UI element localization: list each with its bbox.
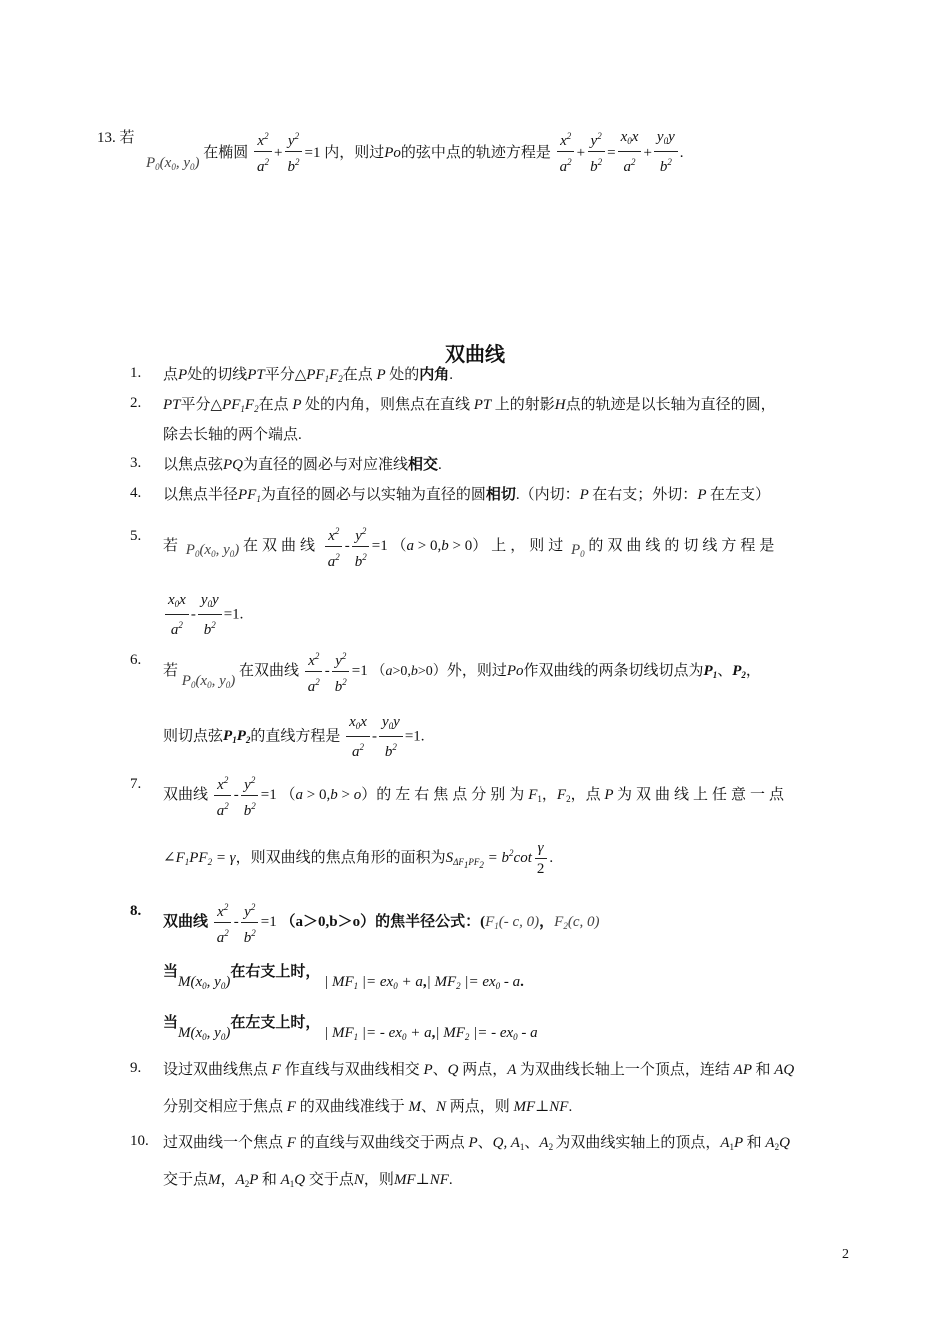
item-7-text-point: 点 <box>585 786 601 803</box>
item-6-line-1: 若 $P_0(x_0$, $y_0$) 在双曲线 $\frac{x^2}{a^2}$ - $\frac{y^2}{b^2}$ =1 （a>0,b>0）外，则过Po作双曲线的两条切线切点为$P_1$、$P_2$， <box>163 646 761 697</box>
item-1: 点P处的切线PT平分$\triangle PF_1F_2$在点 P 处的内角. <box>163 367 453 384</box>
item-6-text-outside: 外，则过 <box>446 662 507 679</box>
item-10-text-c: 为双曲线实轴上的顶点， <box>555 1135 721 1151</box>
item-2-text-d: 上的射影 <box>494 397 555 413</box>
item-7-text-area: ，则双曲线的焦点角形的面积为 <box>235 849 446 866</box>
item-2-text-c: 处的内角，则焦点在直线 <box>304 397 470 413</box>
item-13-number: 13. <box>97 130 116 146</box>
item-8-text-hyperbola: 双曲线 <box>163 913 209 930</box>
item-9-number: 9. <box>130 1060 142 1076</box>
item-13-text-trajectory: 的弦中点的轨迹方程是 <box>400 144 551 161</box>
item-8-when-right: 当 <box>163 964 179 980</box>
item-4-text-a: 以焦点半径 <box>163 487 239 503</box>
item-2-number: 2. <box>130 395 142 411</box>
item-5-text-if: 若 <box>163 537 183 554</box>
item-9-text-b: 作直线与双曲线相交 <box>284 1062 420 1078</box>
item-5-line-2: $\frac{x_0x}{a^2}$ - $\frac{y_0y}{b^2}$ =1. <box>163 590 243 640</box>
item-8-line-1: 双曲线 $\frac{x^2}{a^2}$ - $\frac{y^2}{b^2}$ =1 （a＞0,b＞o）的焦半径公式：($F_1(-$ c, 0)，$F_2(c$, 0) <box>163 897 600 948</box>
item-9-text-c: 两点， <box>462 1062 508 1078</box>
item-6-comma: ， <box>745 662 761 679</box>
item-1-p: P <box>178 367 188 383</box>
item-3-end: . <box>438 457 442 473</box>
item-13-text: 若 <box>119 130 135 146</box>
item-7-line-1: 双曲线 $\frac{x^2}{a^2}$ - $\frac{y^2}{b^2}$ =1 （a > 0,b > o）的左右焦点分别为$F_1$，$F_2$，点 P 为双曲线上任意一点 <box>163 770 855 821</box>
item-6-text-tangents: 作双曲线的两条切线切点为 <box>523 662 704 679</box>
item-9-text-e: 和 <box>755 1062 771 1078</box>
item-1-number: 1. <box>130 365 142 381</box>
item-7-number: 7. <box>130 776 142 792</box>
item-10-text-d: 和 <box>746 1135 762 1151</box>
item-8-left-text: 在左支上时， <box>230 1015 321 1031</box>
item-10-text-g: 交于点 <box>308 1172 354 1188</box>
item-13-formula: $P_0(x_0$, $y_0$) 在椭圆 $\frac{x^2}{a^2}$ + $\frac{y^2}{b^2}$ =1 内，则过Po的弦中点的轨迹方程是 $\frac{x^2}{a^2}$ + $\frac{y^2}{b^2}$ = $\frac{x_0x}{a^2}$ + $\frac{y_0y}{b^2}$ . <box>146 128 684 178</box>
item-8-right-text: 在右支上时， <box>230 964 321 980</box>
item-6-sep: 、 <box>717 662 733 679</box>
item-4-text-e: 在左支） <box>709 487 770 503</box>
item-6-text-if: 若 <box>163 662 179 679</box>
item-8-when-left: 当 <box>163 1015 179 1031</box>
item-4: 以焦点半径$PF_1$为直径的圆必与以实轴为直径的圆相切.（内切：P 在右支；外切：P 在左支） <box>163 487 770 504</box>
item-13-text-ellipse: 在椭圆 <box>203 144 249 161</box>
item-4-text-b: 为直径的圆必与以实轴为直径的圆 <box>260 487 486 503</box>
item-8-comma: ， <box>539 913 555 930</box>
item-2-line-2: 除去长轴的两个端点. <box>163 427 302 443</box>
item-5-number: 5. <box>130 528 142 544</box>
item-7-text-any: 为双曲线上任意一点 <box>617 786 789 803</box>
item-1-bold: 内角 <box>419 367 450 383</box>
section-title: 双曲线 <box>445 342 505 366</box>
item-6-text-equation: 的直线方程是 <box>250 728 341 745</box>
item-1-text-d: 在点 <box>342 367 373 383</box>
item-2-h: H <box>554 397 566 413</box>
item-5-cond-close: ）上，则过 <box>472 537 568 554</box>
item-2-text-b: 在点 <box>258 397 289 413</box>
item-4-text-d: 在右支；外切： <box>592 487 698 503</box>
item-4-number: 4. <box>130 485 142 501</box>
item-1-text-e: 处的 <box>389 367 420 383</box>
item-3-number: 3. <box>130 455 142 471</box>
item-10-text-h: ，则 <box>363 1172 394 1188</box>
item-7-text-foci: 的左右焦点分别为 <box>376 786 529 803</box>
item-6-number: 6. <box>130 652 142 668</box>
item-10-text-b: 的直线与双曲线交于两点 <box>299 1135 465 1151</box>
item-9-line-1: 设过双曲线焦点 F 作直线与双曲线相交 P、Q 两点，A 为双曲线长轴上一个顶点，连结 AP 和 AQ <box>163 1062 795 1078</box>
item-6-text-hyperbola: 在双曲线 <box>239 662 300 679</box>
item-10-text-f: 和 <box>261 1172 277 1188</box>
item-13 <box>97 128 135 148</box>
item-3-bold: 相交 <box>408 457 439 473</box>
item-10-text-a: 过双曲线一个焦点 <box>163 1135 284 1151</box>
item-9-text-d: 为双曲线长轴上一个顶点，连结 <box>519 1062 730 1078</box>
item-5-cond-open: （ <box>391 537 407 554</box>
item-4-text-c: .（内切： <box>515 487 580 503</box>
item-3-pq: PQ <box>223 457 244 473</box>
item-8-number: 8. <box>130 903 142 919</box>
item-1-text-a: 点 <box>163 367 179 383</box>
item-5-text-tangent: 的双曲线的切线方程是 <box>588 537 779 554</box>
item-7-text-hyperbola: 双曲线 <box>163 786 209 803</box>
item-10-line-2: 交于点M，$A_2P$ 和 $A_1Q$ 交于点N，则MF⊥NF. <box>163 1172 453 1189</box>
item-13-po: Po <box>384 144 401 161</box>
item-9-text-f: 分别交相应于焦点 <box>163 1099 284 1115</box>
item-5-line-1: 若 $P_0(x_0$, $y_0$) 在双曲线 $\frac{x^2}{a^2}$ - $\frac{y^2}{b^2}$ =1 （a > 0,b > 0）上，则过 $P_0$ 的双曲线的切线方程是 <box>163 521 855 572</box>
item-7-line-2: $\angle F_1PF_2 = \gamma$，则双曲线的焦点角形的面积为$S_{\Delta F_1PF_2} = b^2\cot$ $\frac{\gamma}{2}$ . <box>163 840 554 877</box>
item-1-text-b: 处的切线 <box>187 367 248 383</box>
item-2-line-1: PT平分$\triangle PF_1F_2$在点 P 处的内角，则焦点在直线 PT 上的射影H点的轨迹是以长轴为直径的圆， <box>163 397 776 414</box>
item-3-text-b: 为直径的圆必与对应准线 <box>243 457 409 473</box>
item-1-text-c: 平分△ <box>264 367 307 383</box>
item-9-text-h: 两点，则 <box>449 1099 510 1115</box>
item-6-text-chord: 则切点弦 <box>163 728 224 745</box>
item-2-text-a: 平分△ <box>180 397 223 413</box>
item-13-text-inside: 内，则过 <box>324 144 385 161</box>
item-8-text-formula: （a＞0,b＞o）的焦半径公式：( <box>280 913 486 930</box>
item-4-bold: 相切 <box>485 487 516 503</box>
item-8-left-branch: 当$M(x_0$, $y_0$)在左支上时， | $MF_1$ |= - $ex_0 + a,|$ $MF_2$ |= - $ex_0$ - a <box>163 1015 538 1042</box>
item-5-text-hyperbola: 在双曲线 <box>243 537 320 554</box>
item-6-po: Po <box>506 662 524 679</box>
item-2-text-e: 点的轨迹是以长轴为直径的圆， <box>565 397 776 413</box>
item-10-number: 10. <box>130 1133 149 1149</box>
item-1-end: . <box>449 367 453 383</box>
item-8-right-branch: 当$M(x_0$, $y_0$)在右支上时， | $MF_1$ |= $ex_0 + a,|$ $MF_2$ |= $ex_0$ - a. <box>163 964 524 991</box>
item-3-text-a: 以焦点弦 <box>163 457 224 473</box>
item-10-text-e: 交于点 <box>163 1172 209 1188</box>
item-6-line-2: 则切点弦$P_1P_2$的直线方程是 $\frac{x_0x}{a^2}$ - $\frac{y_0y}{b^2}$ =1. <box>163 714 425 760</box>
item-1-pt: PT <box>247 367 265 383</box>
item-10-line-1: 过双曲线一个焦点 F 的直线与双曲线交于两点 P、Q, $A_1$、$A_2$ 为双曲线实轴上的顶点，$A_1P$ 和 $A_2Q$ <box>163 1135 790 1152</box>
item-9-line-2: 分别交相应于焦点 F 的双曲线准线于 M、N 两点，则 MF⊥NF. <box>163 1099 573 1115</box>
item-9-text-a: 设过双曲线焦点 <box>163 1062 269 1078</box>
page-number: 2 <box>842 1247 849 1262</box>
item-9-text-g: 的双曲线准线于 <box>299 1099 405 1115</box>
item-3 <box>163 455 442 475</box>
